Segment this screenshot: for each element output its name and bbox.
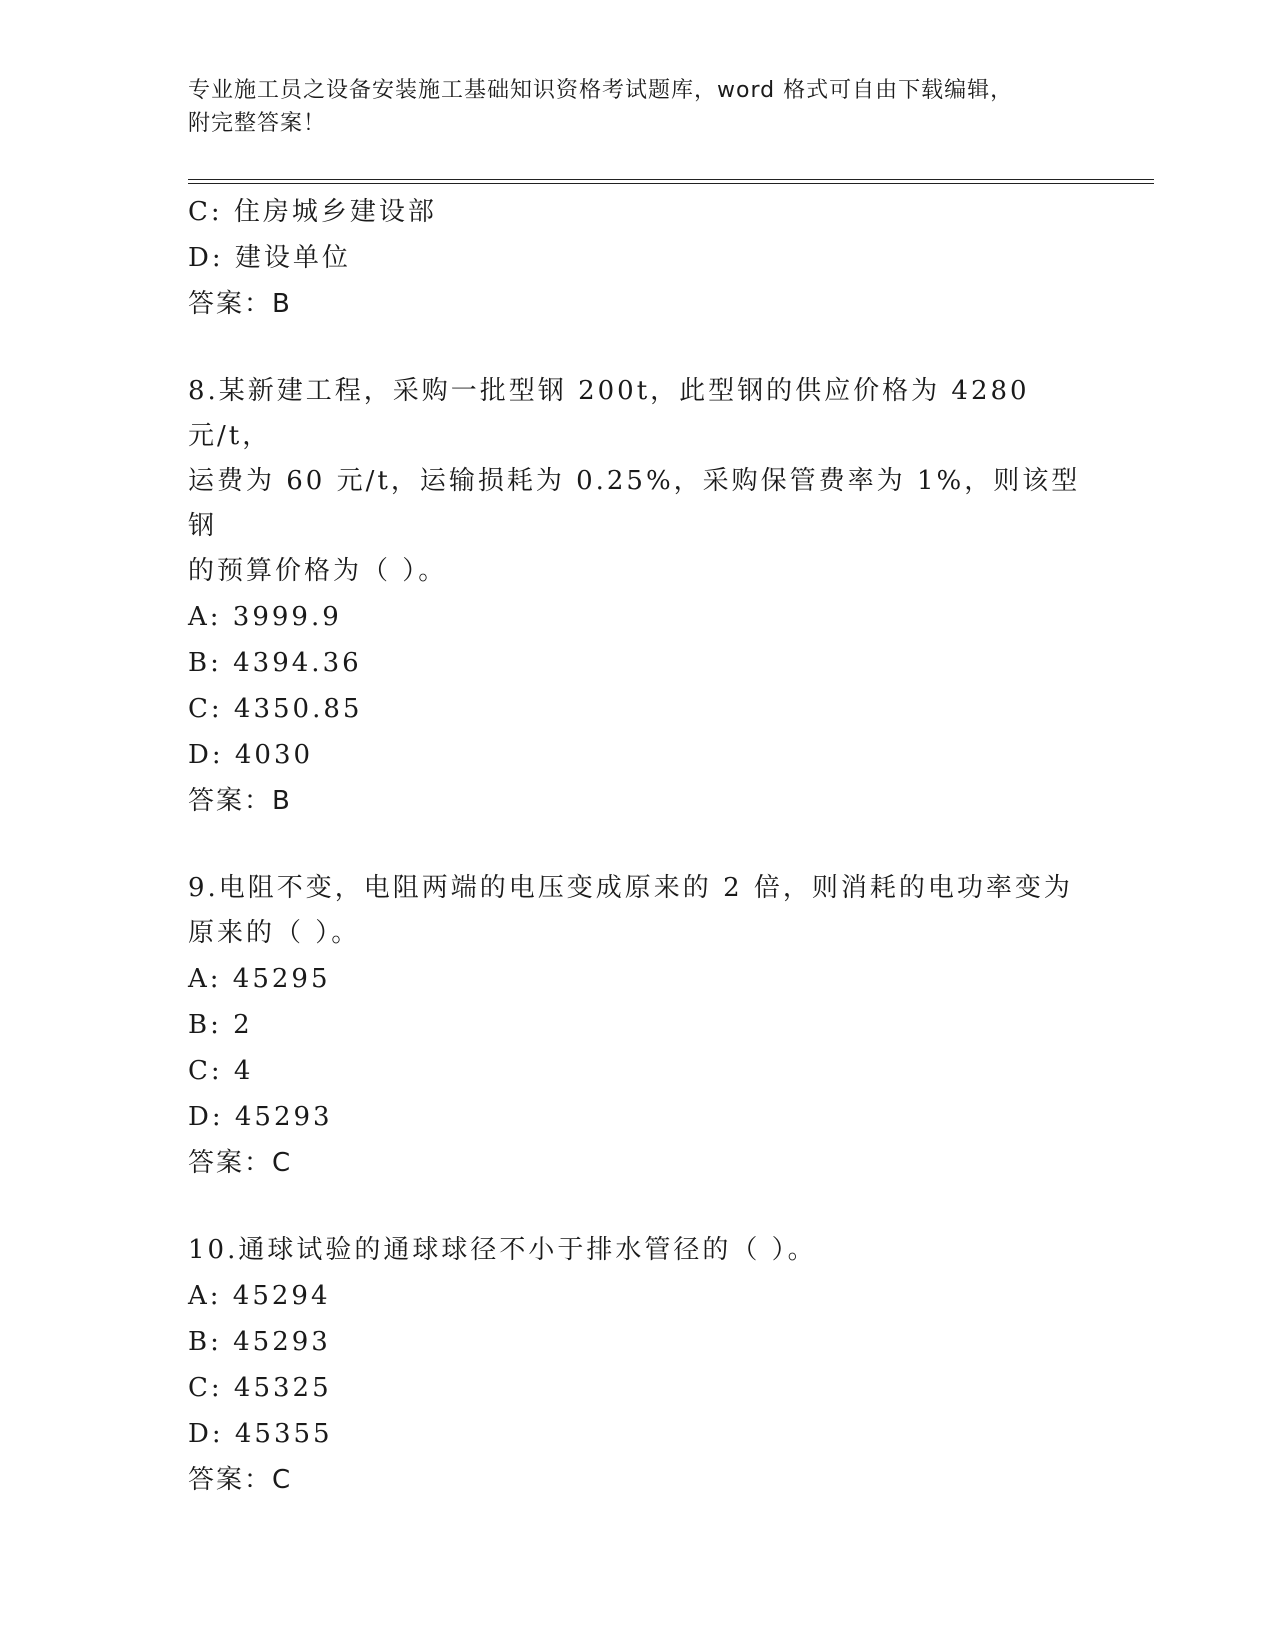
question-text-line: 的预算价格为（ ）。 <box>188 556 448 586</box>
question-8 <box>188 369 1088 824</box>
option-c: C: 住房城乡建设部 <box>188 197 437 227</box>
answer-line: 答案：C <box>188 1148 293 1178</box>
header-line-1: 专业施工员之设备安装施工基础知识资格考试题库，word 格式可自由下载编辑， <box>188 78 1014 103</box>
option-b: B: 2 <box>188 1010 253 1040</box>
option-a: A: 45295 <box>188 964 331 994</box>
header-rule-bottom <box>188 183 1154 184</box>
option-d: D: 建设单位 <box>188 243 351 273</box>
option-a: A: 45294 <box>188 1281 331 1311</box>
header-line-2: 附完整答案！ <box>188 111 327 136</box>
question-10 <box>188 1228 1088 1503</box>
option-c: C: 4 <box>188 1056 254 1086</box>
option-d: D: 45355 <box>188 1419 333 1449</box>
question-text-line: 10.通球试验的通球球径不小于排水管径的（ ）。 <box>188 1235 817 1265</box>
document-header <box>188 74 1088 140</box>
question-text-line: 9.电阻不变，电阻两端的电压变成原来的 2 倍，则消耗的电功率变为 <box>188 873 1073 903</box>
answer-line: 答案：C <box>188 1465 293 1495</box>
option-d: D: 45293 <box>188 1102 333 1132</box>
option-c: C: 45325 <box>188 1373 332 1403</box>
header-rule-top <box>188 179 1154 180</box>
option-b: B: 45293 <box>188 1327 331 1357</box>
option-c: C: 4350.85 <box>188 694 363 724</box>
option-d: D: 4030 <box>188 740 314 770</box>
option-a: A: 3999.9 <box>188 602 342 632</box>
question-7-tail <box>188 189 1088 327</box>
question-list <box>188 189 1088 1503</box>
option-b: B: 4394.36 <box>188 648 362 678</box>
answer-line: 答案：B <box>188 289 292 319</box>
answer-line: 答案：B <box>188 786 292 816</box>
question-text-line: 8.某新建工程，采购一批型钢 200t，此型钢的供应价格为 4280 元/t， <box>188 376 1030 451</box>
question-9 <box>188 866 1088 1186</box>
question-text-line: 原来的（ ）。 <box>188 918 361 948</box>
question-text-line: 运费为 60 元/t，运输损耗为 0.25%，采购保管费率为 1%，则该型钢 <box>188 466 1081 541</box>
